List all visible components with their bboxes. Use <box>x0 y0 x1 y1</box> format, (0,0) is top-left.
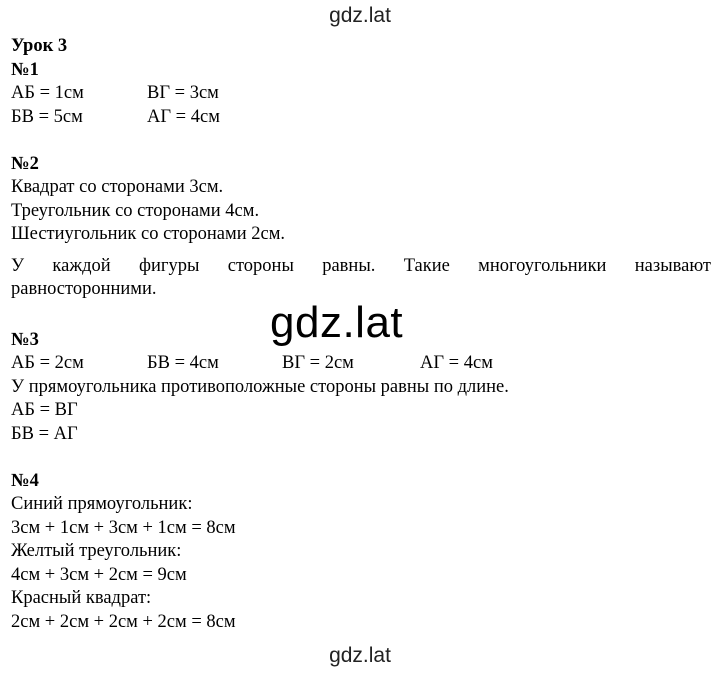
watermark-bottom: gdz.lat <box>329 644 391 667</box>
document-body <box>11 35 711 634</box>
watermark-top: gdz.lat <box>329 4 391 27</box>
task3-line: АБ = ВГ <box>11 400 78 420</box>
task2-line: Квадрат со сторонами 3см. <box>11 177 224 197</box>
task1-cell: АГ = 4см <box>147 106 220 127</box>
watermark-middle: gdz.lat <box>270 298 404 347</box>
task2-heading: №2 <box>11 153 39 174</box>
task3-line: У прямоугольника противоположные стороны равны по длине. <box>11 376 509 397</box>
task1-row <box>11 106 711 130</box>
task4-line: Синий прямоугольник: <box>11 494 193 514</box>
task4-line: 4см + 3см + 2см = 9см <box>11 564 187 585</box>
task3-measure: АГ = 4см <box>420 353 493 373</box>
task1-cell: АБ = 1см <box>11 83 84 103</box>
task3-measure: БВ = 4см <box>147 353 219 373</box>
task3-line: БВ = АГ <box>11 423 78 444</box>
task3-measures <box>11 352 711 376</box>
task1-row <box>11 82 711 106</box>
task3-heading: №3 <box>11 329 39 350</box>
task1-heading: №1 <box>11 59 39 80</box>
task2-line: Треугольник со сторонами 4см. <box>11 200 260 221</box>
task4-line: 3см + 1см + 3см + 1см = 8см <box>11 517 236 538</box>
task2-conclusion-line1: У каждой фигуры стороны равны. Такие многоугольники называют <box>11 255 711 276</box>
task4-line: 2см + 2см + 2см + 2см = 8см <box>11 611 236 632</box>
task2-conclusion-line2: равносторонними. <box>11 279 157 299</box>
task1-cell: БВ = 5см <box>11 106 83 127</box>
task4-heading: №4 <box>11 470 39 491</box>
task4-line: Желтый треугольник: <box>11 541 182 561</box>
task2-line: Шестиугольник со сторонами 2см. <box>11 224 286 244</box>
task1-cell: ВГ = 3см <box>147 83 219 103</box>
task4-line: Красный квадрат: <box>11 588 152 608</box>
lesson-title: Урок 3 <box>11 36 68 56</box>
task3-measure: ВГ = 2см <box>282 353 354 373</box>
task3-measure: АБ = 2см <box>11 353 84 373</box>
